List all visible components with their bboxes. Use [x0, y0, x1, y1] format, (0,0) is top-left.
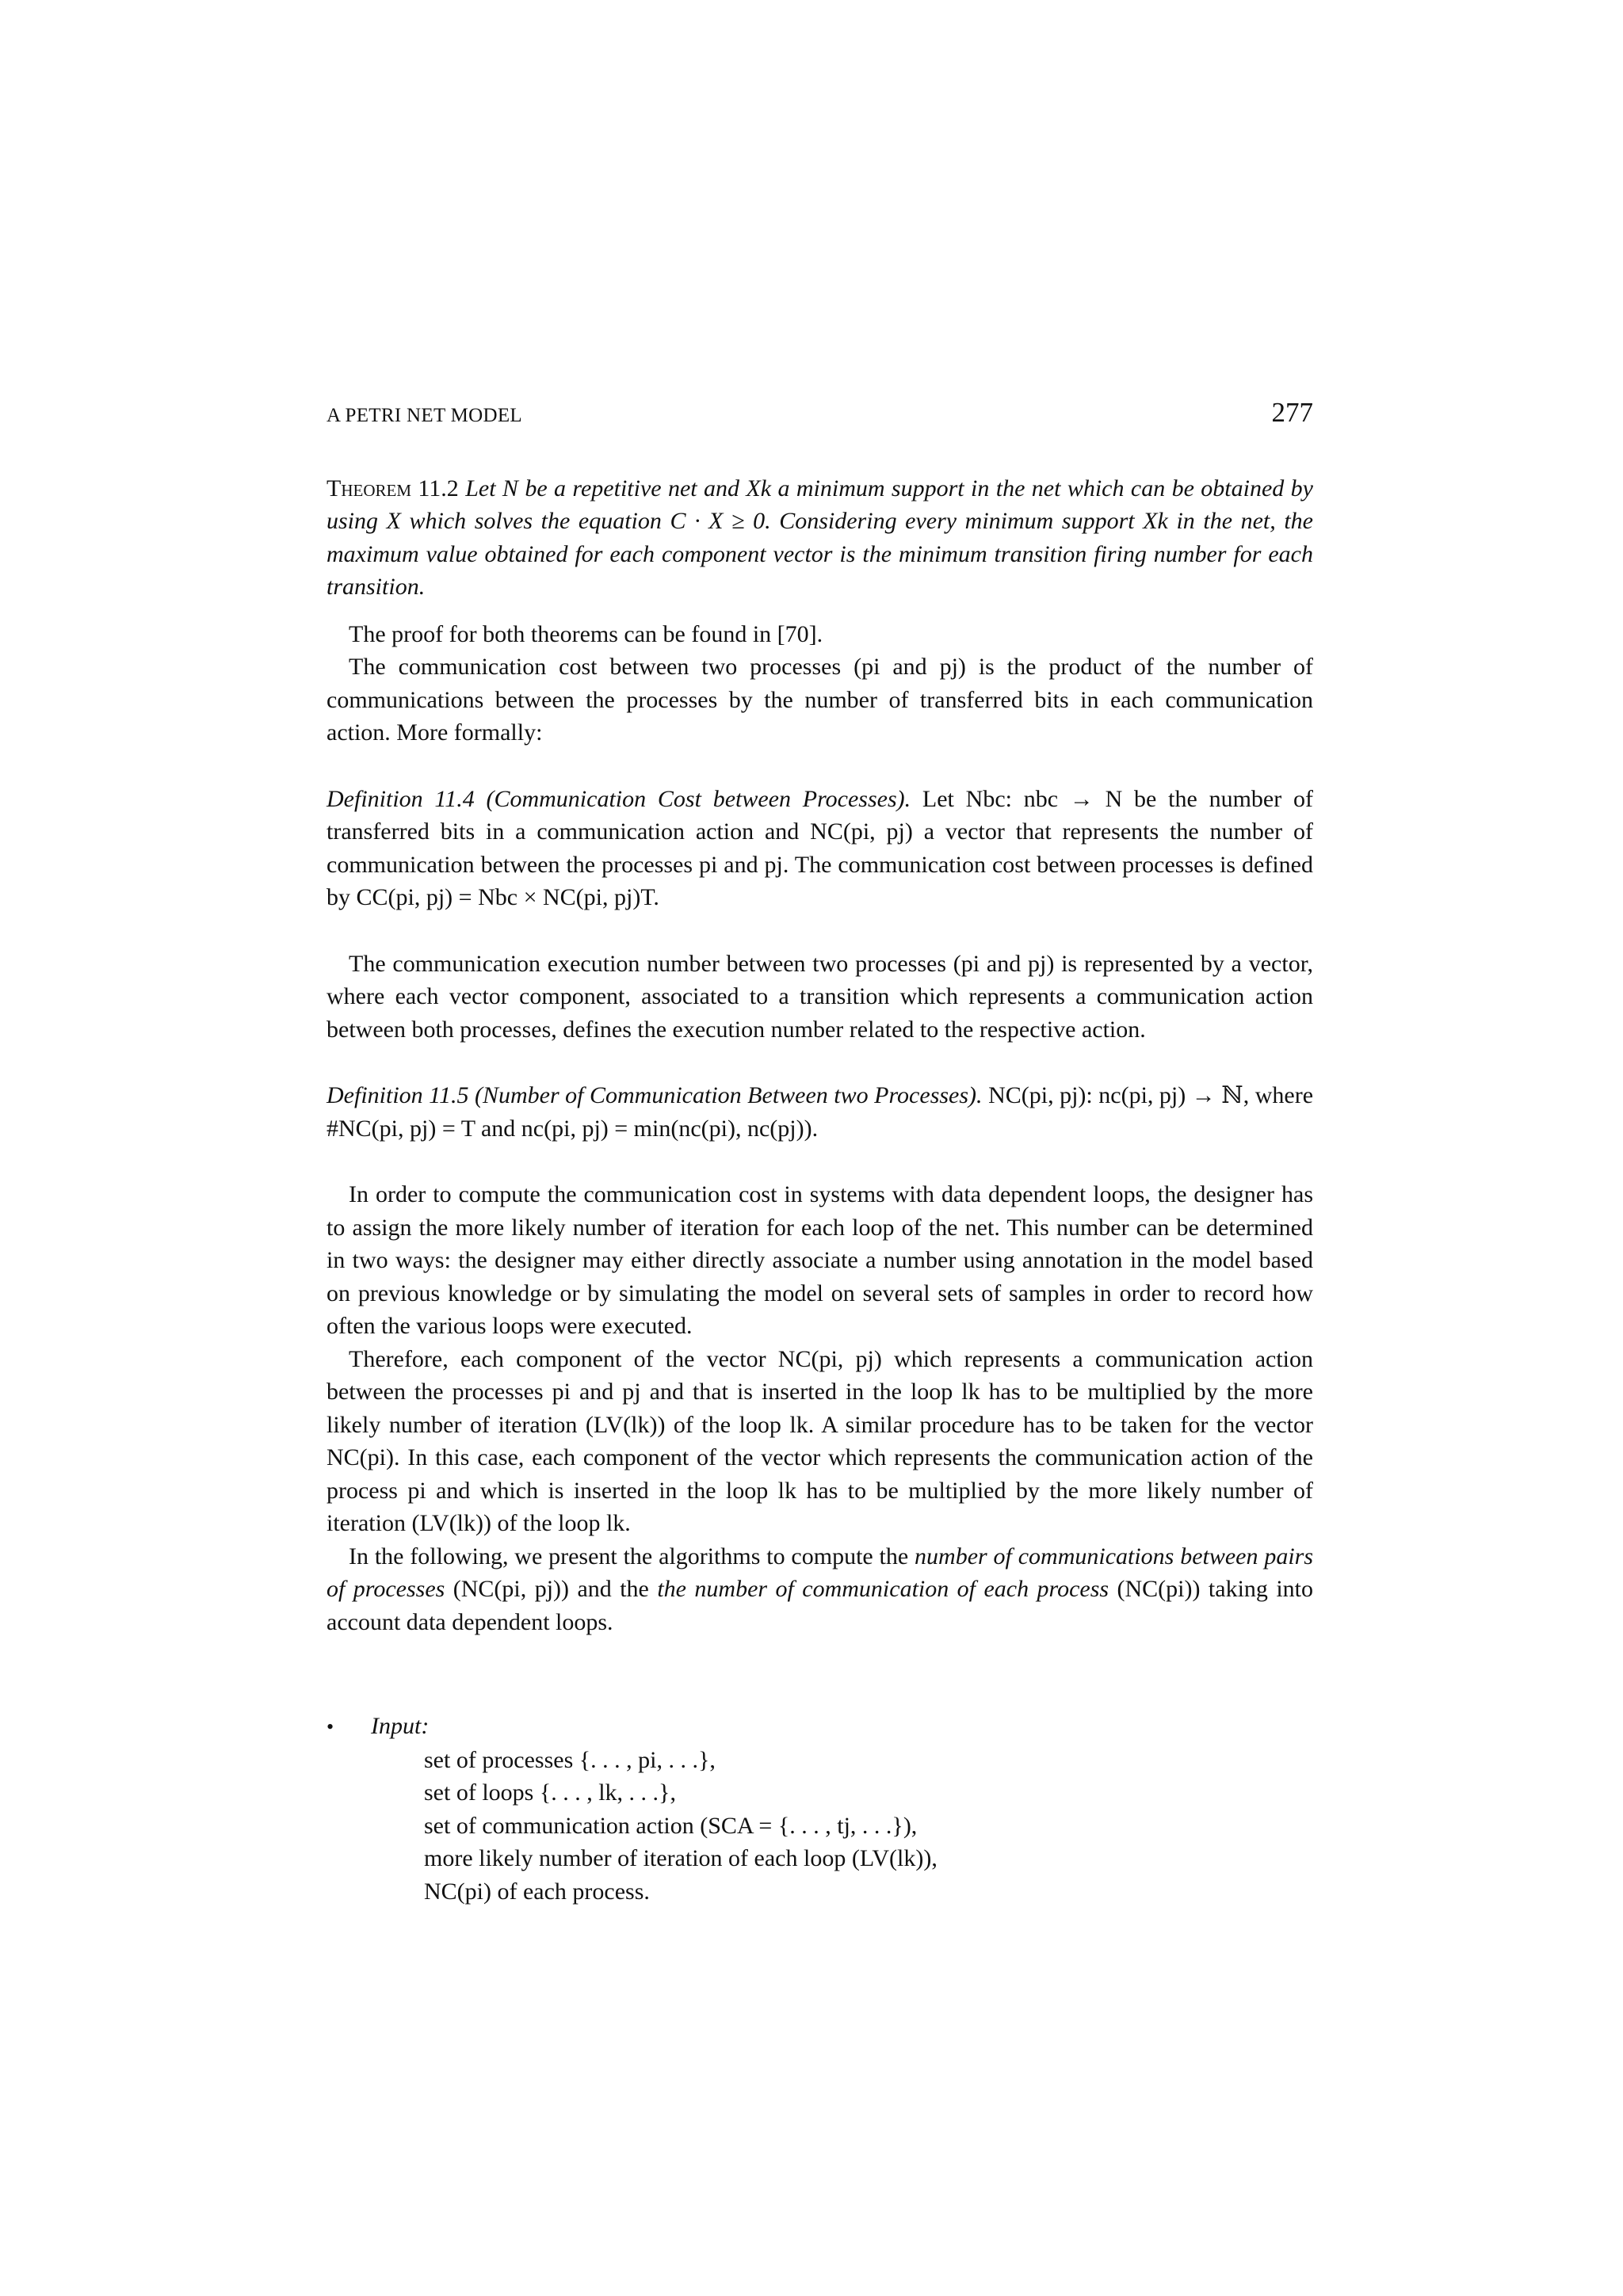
bullet-icon: • [327, 1715, 334, 1738]
definition-11-4-text: Let Nbc: nbc → N be the number of transferred bits in a communication action and NC(pi, pj) a vector that represents the number of communication between the processes pi and pj. The communication cost between processes is defined by CC(pi, pj) = Nbc × NC(pi, pj)T. [327, 785, 1313, 910]
definition-11-5-text: NC(pi, pj): nc(pi, pj) → ℕ, where #NC(pi, pj) = T and nc(pi, pj) = min(nc(pi), nc(pj)). [327, 1082, 1314, 1142]
following-text-1: In the following, we present the algorithms to compute the [349, 1543, 909, 1569]
execution-number-paragraph: The communication execution number between two processes (pi and pj) is represented by a vector, where each vector component, associated to a transition which represents a communication action between both processes, defines the execution number related to the respective action. [327, 950, 1313, 1043]
page-content [327, 396, 1313, 1908]
theorem-11-2 [327, 472, 1313, 604]
following-text-3: (NC(pi)) taking into account data dependent loops. [327, 1576, 1314, 1635]
input-label: Input: [371, 1713, 430, 1739]
theorem-text: Let N be a repetitive net and Xk a minimum support in the net which can be obtained by using X which solves the equation C · X ≥ 0. Considering every minimum support Xk in the net, the maximum value obtained for each component vector is the minimum transition firing number for each transition. [327, 475, 1313, 600]
running-head: A PETRI NET MODEL [327, 405, 522, 426]
definition-11-5-heading: Definition 11.5 (Number of Communication Between two Processes). [327, 1082, 983, 1108]
input-item: set of processes {. . . , pi, . . .}, [424, 1746, 716, 1773]
following-emphasis-1: number of communications between pairs of processes [327, 1543, 1314, 1602]
proof-paragraph: The proof for both theorems can be found in [70]. [349, 620, 823, 647]
input-item: more likely number of iteration of each loop (LV(lk)), [424, 1845, 938, 1871]
input-bullet [327, 1710, 1313, 1744]
input-item: set of communication action (SCA = {. . . , tj, . . .}), [424, 1812, 918, 1839]
communication-cost-paragraph: The communication cost between two processes (pi and pj) is the product of the number of communications between the processes by the number of transferred bits in each communication action. More formally: [327, 654, 1313, 746]
definition-11-4-heading: Definition 11.4 (Communication Cost between Processes). [327, 785, 911, 812]
following-emphasis-2: the number of communication of each process [657, 1576, 1109, 1602]
data-dependent-loops-paragraph: In order to compute the communication cost in systems with data dependent loops, the designer has to assign the more likely number of iteration for each loop of the net. This number can be determined in two ways: the designer may either directly associate a number using annotation in the model based on previous knowledge or by simulating the model on several sets of samples in order to record how often the various loops were executed. [327, 1181, 1313, 1339]
definition-11-5 [327, 1079, 1313, 1145]
input-item: NC(pi) of each process. [424, 1878, 650, 1905]
page-number: 277 [1271, 397, 1313, 428]
therefore-paragraph: Therefore, each component of the vector NC(pi, pj) which represents a communication action between the processes pi and pj and that is inserted in the loop lk has to be multiplied by the more likely number of iteration (LV(lk)) of the loop lk. A similar procedure has to be taken for the vector NC(pi). In this case, each component of the vector which represents the communication action of the process pi and which is inserted in the loop lk has to be multiplied by the more likely number of iteration (LV(lk)) of the loop lk. [327, 1345, 1313, 1536]
input-list [327, 1744, 1313, 1909]
theorem-label: Theorem 11.2 [327, 475, 459, 502]
input-item: set of loops {. . . , lk, . . .}, [424, 1779, 676, 1806]
definition-11-4 [327, 783, 1313, 914]
following-text-2: (NC(pi, pj)) and the [453, 1576, 649, 1602]
page-header [327, 396, 1313, 433]
following-paragraph [327, 1540, 1313, 1639]
